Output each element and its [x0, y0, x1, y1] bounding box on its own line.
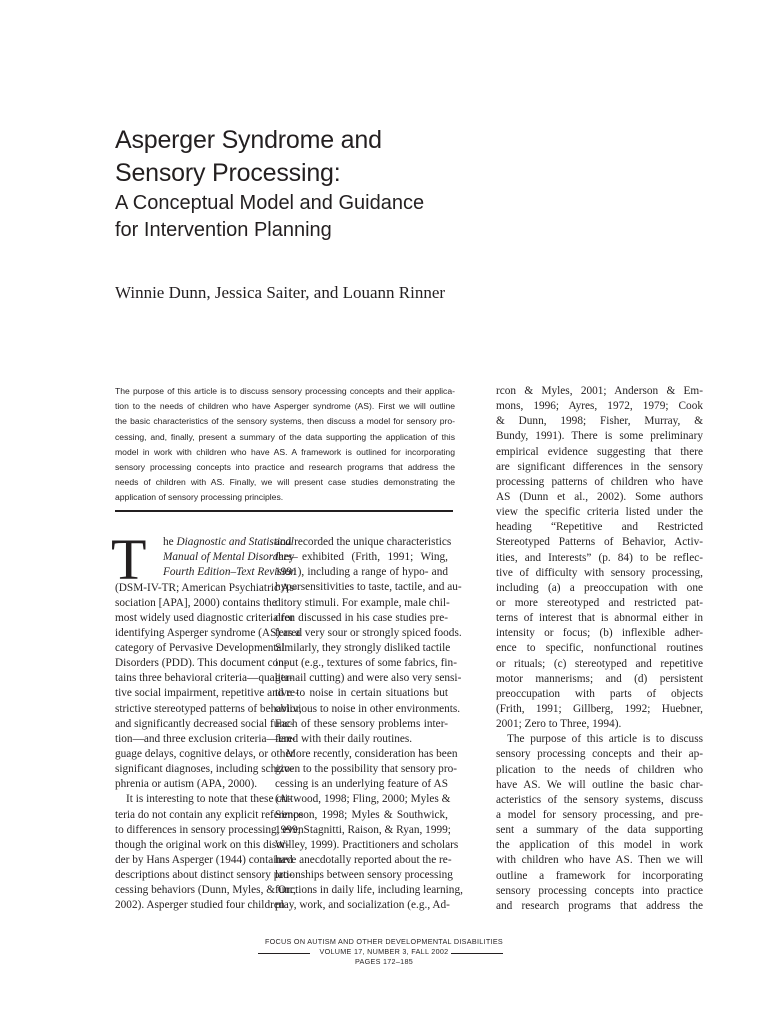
- body-line: The purpose of this article is to discuss: [507, 733, 703, 746]
- body-line: tive social impairment, repetitive and re-: [115, 687, 299, 700]
- journal-volume: VOLUME 17, NUMBER 3, FALL 2002: [319, 947, 449, 956]
- body-line: phrenia or autism (APA, 2000).: [115, 778, 258, 791]
- body-line: and significantly decreased social func-: [115, 717, 294, 730]
- body-line: Stereotyped Patterns of Behavior, Activ-: [496, 536, 703, 549]
- body-line: tains three behavioral criteria—qualita-: [115, 672, 293, 685]
- abstract-line: the basic characteristics of the sensory systems, then discuss a model for sensory pro-: [115, 416, 455, 427]
- body-line: tive of difficulty with sensory processing,: [496, 566, 703, 579]
- body-line: or more stereotyped and restricted pat-: [496, 596, 703, 609]
- abstract-line: The purpose of this article is to discuss sensory processing concepts and their applica-: [115, 386, 455, 396]
- abstract-line: model in work with children who have AS. A framework is outlined for incorporating: [115, 446, 455, 457]
- body-line: to differences in sensory processing, even: [115, 823, 304, 836]
- body-line: though the original work on this disor-: [115, 838, 290, 851]
- body-line: hypersensitivities to taste, tactile, and au-: [275, 581, 462, 594]
- body-line: have AS. We will outline the basic char-: [496, 778, 703, 791]
- subtitle-line: A Conceptual Model and Guidance: [115, 192, 425, 214]
- body-line: cessing is an underlying feature of AS: [275, 778, 448, 791]
- opening-line: Manual of Mental Disorders–: [163, 551, 298, 564]
- body-line: AS (Dunn et al., 2002). Some authors: [496, 490, 703, 503]
- subtitle-line: for Intervention Planning: [115, 219, 332, 241]
- body-line: teria do not contain any explicit reference: [115, 808, 304, 821]
- body-line: including (a) a preoccupation with one: [496, 581, 703, 594]
- body-line: Willey, 1999). Practitioners and scholars: [275, 838, 459, 851]
- opening-line: he Diagnostic and Statistical: [163, 536, 294, 548]
- body-line: category of Pervasive Developmental: [115, 642, 285, 655]
- opening-line: Fourth Edition–Text Revision: [163, 566, 297, 579]
- body-line: (Frith, 1991; Gillberg, 1992; Huebner,: [496, 702, 703, 715]
- body-column-1: [115, 581, 304, 914]
- article-subtitle: [115, 190, 635, 244]
- body-line: processing patterns of children who have: [496, 475, 703, 488]
- body-line: significant diagnoses, including schizo-: [115, 763, 294, 776]
- body-line: (DSM-IV-TR; American Psychiatric As-: [115, 581, 298, 594]
- abstract-line: application of sensory processing principles.: [115, 492, 284, 503]
- body-line: the application of this model in work: [496, 839, 703, 852]
- body-line: given to the possibility that sensory pro-: [275, 763, 457, 776]
- body-line: sent a summary of the data supporting: [496, 824, 703, 837]
- body-line: sensory processing concepts into practice: [496, 884, 703, 897]
- body-line: rcon & Myles, 2001; Anderson & Em-: [496, 385, 703, 397]
- body-line: motor mannerisms; and (d) persistent: [496, 672, 703, 685]
- body-line: dren discussed in his case studies pre-: [275, 611, 448, 624]
- body-line: ities, and Interests” (p. 84) to be reflec-: [496, 551, 703, 564]
- body-line: guage delays, cognitive delays, or other: [115, 748, 295, 761]
- abstract-line: sensory processing concepts into practice and research programs that address the: [115, 461, 455, 472]
- body-line: acteristics of the sensory systems, discuss: [496, 793, 703, 806]
- body-line: strictive stereotyped patterns of behavior,: [115, 702, 302, 715]
- body-column-2: [275, 535, 463, 914]
- body-line: have anecdotally reported about the re-: [275, 853, 452, 866]
- body-line: oblivious to noise in other environments.: [275, 702, 461, 715]
- body-line: mons, 1996; Ayres, 1972, 1979; Cook: [496, 400, 703, 413]
- body-line: tive to noise in certain situations but: [275, 687, 448, 700]
- body-line: they exhibited (Frith, 1991; Wing,: [275, 551, 448, 564]
- body-line: (Attwood, 1998; Fling, 2000; Myles &: [275, 793, 451, 806]
- journal-pages: PAGES 172–185: [354, 957, 414, 966]
- body-line: fered with their daily routines.: [275, 732, 413, 745]
- abstract: [115, 384, 455, 506]
- body-line: Disorders (PDD). This document con-: [115, 657, 288, 670]
- body-line: are significant differences in the sensory: [496, 460, 703, 473]
- body-line: 1999; Stagnitti, Raison, & Ryan, 1999;: [275, 823, 451, 836]
- body-line: intensity or focus; (b) inflexible adher-: [496, 627, 703, 640]
- body-line: and recorded the unique characteristics: [275, 536, 452, 548]
- journal-name: FOCUS ON AUTISM AND OTHER DEVELOPMENTAL DISABILITIES: [264, 937, 504, 946]
- body-line: outline a framework for incorporating: [496, 869, 703, 882]
- body-line: play, work, and socialization (e.g., Ad-: [275, 899, 450, 912]
- body-line: functions in daily life, including learning,: [275, 884, 463, 897]
- body-line: gernail cutting) and were also very sensi-: [275, 672, 462, 685]
- drop-cap: T: [111, 527, 147, 592]
- body-line: Each of these sensory problems inter-: [275, 717, 448, 730]
- body-line: Simpson, 1998; Myles & Southwick,: [275, 808, 448, 821]
- abstract-divider: [115, 510, 453, 512]
- title-line: Asperger Syndrome and: [115, 126, 382, 154]
- body-column-1-opening: [163, 535, 298, 580]
- abstract-line: cessing, and, finally, present a summary of the data supporting the application of this: [115, 431, 455, 442]
- body-line: 2002). Asperger studied four children: [115, 899, 285, 912]
- body-line: ferred very sour or strongly spiced foods.: [275, 626, 462, 639]
- body-line: sociation [APA], 2000) contains the: [115, 596, 277, 609]
- body-line: lationships between sensory processing: [275, 869, 453, 882]
- body-line: preoccupation with parts of objects: [496, 687, 703, 700]
- body-line: most widely used diagnostic criteria for: [115, 611, 295, 624]
- body-line: ditory stimuli. For example, male chil-: [275, 596, 450, 609]
- body-line: terns of interest that is abnormal either in: [496, 612, 703, 625]
- body-line: and research programs that address the: [496, 899, 703, 912]
- article-title: [115, 124, 635, 190]
- body-line: 1991), including a range of hypo- and: [275, 566, 448, 579]
- authors: Winnie Dunn, Jessica Saiter, and Louann Rinner: [115, 283, 446, 302]
- body-line: or rituals; (c) stereotyped and repetitive: [496, 657, 703, 670]
- body-line: Bundy, 1991). There is some preliminary: [496, 430, 703, 443]
- body-line: input (e.g., textures of some fabrics, fin-: [275, 657, 457, 670]
- body-line: descriptions about distinct sensory pro-: [115, 869, 293, 882]
- body-line: view the specific criteria listed under the: [496, 506, 703, 519]
- abstract-line: needs of children with AS. Finally, we will present case studies demonstrating the: [115, 477, 455, 488]
- body-line: with children who have AS. Then we will: [496, 854, 703, 867]
- body-line: der by Hans Asperger (1944) contained: [115, 854, 293, 867]
- body-line: 2001; Zero to Three, 1994).: [496, 718, 622, 731]
- body-line: ence to specific, nonfunctional routines: [496, 642, 703, 655]
- body-line: It is interesting to note that these cri-: [126, 793, 292, 806]
- title-line: Sensory Processing:: [115, 159, 341, 187]
- body-line: tion—and three exclusion criteria—lan-: [115, 732, 296, 745]
- body-line: Similarly, they strongly disliked tactile: [275, 641, 451, 654]
- body-line: cessing behaviors (Dunn, Myles, & Orr,: [115, 884, 296, 897]
- footer-rule-right: [451, 953, 503, 954]
- body-line: More recently, consideration has been: [286, 747, 458, 760]
- body-line: & Dunn, 1998; Fisher, Murray, &: [496, 415, 703, 428]
- body-line: plication to the needs of children who: [496, 763, 703, 776]
- abstract-line: tion to the needs of children who have Asperger syndrome (AS). First we will outline: [115, 401, 455, 412]
- body-line: heading “Repetitive and Restricted: [496, 521, 703, 534]
- body-line: empirical evidence suggesting that there: [496, 445, 703, 458]
- body-line: a model for sensory processing, and pre-: [496, 808, 703, 821]
- body-line: sensory processing concepts and their ap-: [496, 748, 703, 761]
- body-line: identifying Asperger syndrome (AS) as a: [115, 626, 301, 639]
- body-column-3: [496, 384, 703, 914]
